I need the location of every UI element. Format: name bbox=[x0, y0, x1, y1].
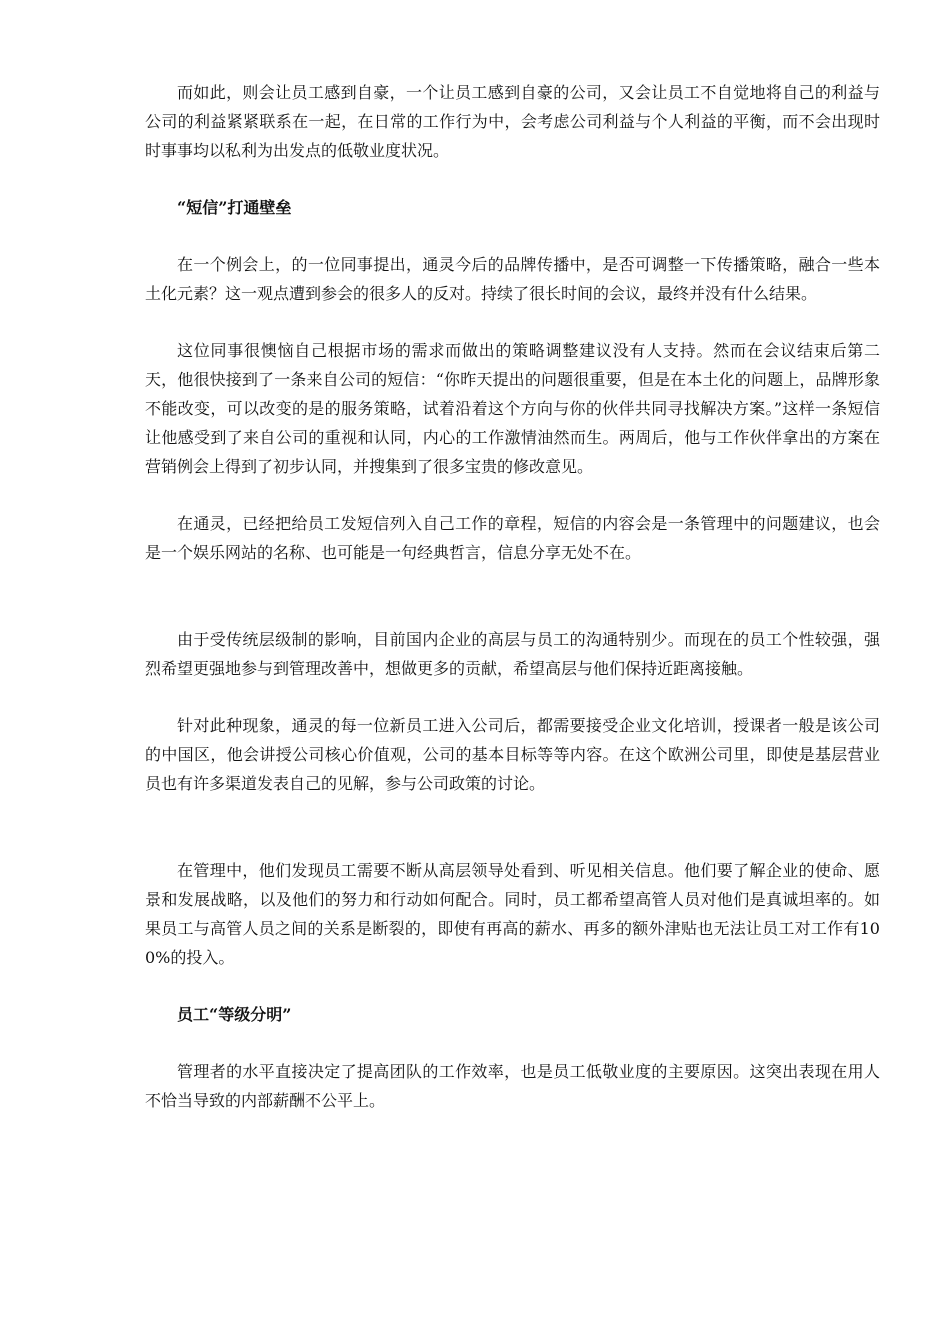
paragraph-pride: 而如此，则会让员工感到自豪，一个让员工感到自豪的公司，又会让员工不自觉地将自己的利益与公司的利益紧紧联系在一起，在日常的工作行为中，会考虑公司利益与个人利益的平衡，而不会出现时时事事均以私利为出发点的低敬业度状况。 bbox=[145, 83, 880, 160]
section-heading-levels: 员工“等级分明” bbox=[177, 1005, 292, 1024]
document-page bbox=[145, 78, 880, 1143]
paragraph-sms-policy: 在通灵，已经把给员工发短信列入自己工作的章程，短信的内容会是一条管理中的问题建议，也会是一个娱乐网站的名称、也可能是一句经典哲言，信息分享无处不在。 bbox=[145, 514, 880, 562]
paragraph-training: 针对此种现象，通灵的每一位新员工进入公司后，都需要接受企业文化培训，授课者一般是该公司的中国区，他会讲授公司核心价值观，公司的基本目标等等内容。在这个欧洲公司里，即使是基层营业员也有许多渠道发表自己的见解，参与公司政策的讨论。 bbox=[145, 716, 880, 793]
paragraph-manager-level: 管理者的水平直接决定了提高团队的工作效率，也是员工低敬业度的主要原因。这突出表现在用人不恰当导致的内部薪酬不公平上。 bbox=[145, 1062, 880, 1110]
paragraph-meeting: 在一个例会上，的一位同事提出，通灵今后的品牌传播中，是否可调整一下传播策略，融合一些本土化元素？这一观点遭到参会的很多人的反对。持续了很长时间的会议，最终并没有什么结果。 bbox=[145, 255, 880, 303]
section-heading-sms: “短信”打通壁垒 bbox=[177, 198, 292, 217]
paragraph-management-info: 在管理中，他们发现员工需要不断从高层领导处看到、听见相关信息。他们要了解企业的使命、愿景和发展战略，以及他们的努力和行动如何配合。同时，员工都希望高管人员对他们是真诚坦率的。如果员工与高管人员之间的关系是断裂的，即使有再高的薪水、再多的额外津贴也无法让员工对工作有100%的投入。 bbox=[145, 861, 880, 967]
paragraph-colleague-sms: 这位同事很懊恼自己根据市场的需求而做出的策略调整建议没有人支持。然而在会议结束后第二天，他很快接到了一条来自公司的短信：“你昨天提出的问题很重要，但是在本土化的问题上，品牌形象不能改变，可以改变的是的服务策略，试着沿着这个方向与你的伙伴共同寻找解决方案。”这样一条短信让他感受到了来自公司的重视和认同，内心的工作激情油然而生。两周后，他与工作伙伴拿出的方案在营销例会上得到了初步认同，并搜集到了很多宝贵的修改意见。 bbox=[145, 341, 880, 476]
paragraph-hierarchy: 由于受传统层级制的影响，目前国内企业的高层与员工的沟通特别少。而现在的员工个性较强，强烈希望更强地参与到管理改善中，想做更多的贡献，希望高层与他们保持近距离接触。 bbox=[145, 630, 880, 678]
